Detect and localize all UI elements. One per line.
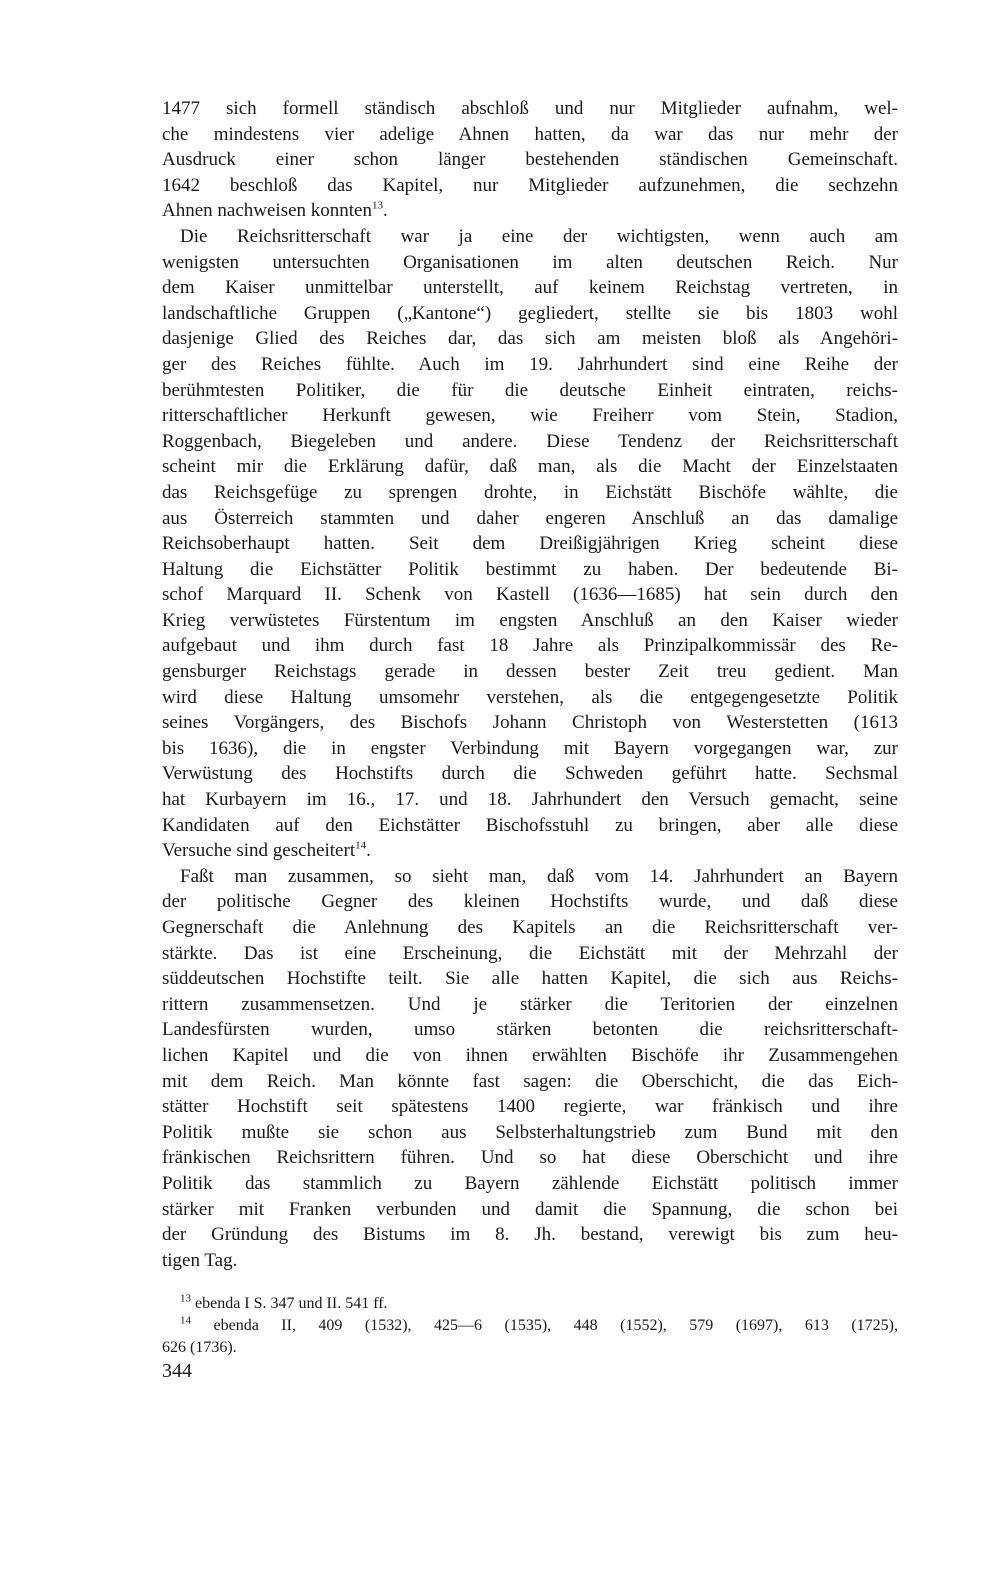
text-line-content: stätter Hochstift seit spätestens 1400 regierte, war fränkisch und ihre (162, 1096, 898, 1118)
text-line (162, 301, 898, 327)
text-line-content: 1477 sich formell ständisch abschloß und nur Mitglieder aufnahm, wel- (162, 98, 898, 119)
text-line-content: das Reichsgefüge zu sprengen drohte, in Eichstätt Bischöfe wählte, die (162, 481, 898, 503)
text-line-content: ritterschaftlicher Herkunft gewesen, wie Freiherr vom Stein, Stadion, (162, 405, 898, 427)
text-line (162, 941, 898, 967)
text-line (162, 352, 898, 378)
footnote-number: 14 (180, 1314, 191, 1327)
text-line-content: schof Marquard II. Schenk von Kastell (1636—1685) hat sein durch den (162, 584, 898, 606)
text-line (162, 224, 898, 250)
text-line-content: der politische Gegner des kleinen Hochstifts wurde, und daß diese (162, 891, 898, 913)
text-line-content: dem Kaiser unmittelbar unterstellt, auf keinem Reichstag vertreten, in (162, 277, 898, 299)
text-line (162, 761, 898, 787)
text-line-content: berühmtesten Politiker, die für die deutsche Einheit eintraten, reichs- (162, 379, 898, 401)
text-line-content: Krieg verwüstetes Fürstentum im engsten Anschluß an den Kaiser wieder (162, 609, 898, 631)
text-line-content: tigen Tag. (162, 1249, 238, 1271)
text-line-content: bis 1636), die in engster Verbindung mit Bayern vorgegangen war, zur (162, 737, 898, 759)
text-line (162, 198, 898, 224)
text-line-content: mit dem Reich. Man könnte fast sagen: die Oberschicht, die das Eich- (162, 1070, 898, 1092)
text-line (162, 275, 898, 301)
footnote-ref: 14 (355, 839, 367, 852)
text-line (162, 1094, 898, 1120)
text-line (162, 813, 898, 839)
text-line-content: lichen Kapitel und die von ihnen erwählten Bischöfe ihr Zusammengehen (162, 1044, 898, 1066)
text-line-content: aus Österreich stammten und daher engeren Anschluß an das damalige (162, 507, 898, 529)
text-line (162, 864, 898, 890)
text-line-content: ger des Reiches fühlte. Auch im 19. Jahrhundert sind eine Reihe der (162, 353, 898, 375)
text-line (162, 506, 898, 532)
text-line-content: Roggenbach, Biegeleben und andere. Diese Tendenz der Reichsritterschaft (162, 430, 898, 452)
text-line-content: Haltung die Eichstätter Politik bestimmt zu haben. Der bedeutende Bi- (162, 558, 898, 580)
text-line (162, 378, 898, 404)
text-line-content: che mindestens vier adelige Ahnen hatten, da war das nur mehr der (162, 123, 898, 145)
text-line (162, 96, 898, 122)
text-line-content: gensburger Reichstags gerade in dessen bester Zeit treu gedient. Man (162, 661, 898, 683)
text-line-content: der Gründung des Bistums im 8. Jh. bestand, verewigt bis zum heu- (162, 1224, 898, 1246)
text-line (162, 122, 898, 148)
text-line (162, 966, 898, 992)
text-line (162, 608, 898, 634)
text-line (162, 1043, 898, 1069)
text-line-tail: . (383, 200, 388, 222)
footnote-number: 13 (180, 1292, 191, 1305)
footnote (162, 1293, 898, 1315)
text-line (162, 557, 898, 583)
text-line-content: dasjenige Glied des Reiches dar, das sich am meisten bloß als Angehöri- (162, 328, 898, 350)
text-line-content: Politik das stammlich zu Bayern zählende Eichstätt politisch immer (162, 1172, 898, 1194)
footnotes (162, 1293, 898, 1359)
text-line (162, 582, 898, 608)
text-line-tail: . (366, 840, 371, 862)
text-line (162, 173, 898, 199)
text-line (162, 659, 898, 685)
page-body (162, 96, 898, 1359)
text-line-content: Ausdruck einer schon länger bestehenden ständischen Gemeinschaft. (162, 149, 898, 171)
text-line (162, 147, 898, 173)
text-line (162, 992, 898, 1018)
text-line-content: hat Kurbayern im 16., 17. und 18. Jahrhundert den Versuch gemacht, seine (162, 789, 898, 811)
text-line (162, 250, 898, 276)
text-line (162, 480, 898, 506)
text-line (162, 633, 898, 659)
text-line (162, 889, 898, 915)
text-line-content: seines Vorgängers, des Bischofs Johann Christoph von Westerstetten (1613 (162, 712, 898, 734)
text-line-content: Versuche sind gescheitert (162, 840, 356, 862)
text-line (162, 1145, 898, 1171)
text-line (162, 531, 898, 557)
text-line (162, 1171, 898, 1197)
text-line (162, 1248, 898, 1274)
text-line-content: Faßt man zusammen, so sieht man, daß vom 14. Jahrhundert an Bayern (180, 865, 898, 887)
text-line-content: stärkte. Das ist eine Erscheinung, die Eichstätt mit der Mehrzahl der (162, 942, 898, 964)
text-line (162, 685, 898, 711)
footnote (162, 1337, 898, 1359)
footnote-ref: 13 (372, 200, 383, 213)
text-line (162, 454, 898, 480)
text-line-content: Politik mußte sie schon aus Selbsterhaltungstrieb zum Bund mit den (162, 1121, 898, 1143)
text-line-content: Ahnen nachweisen konnten (162, 200, 372, 222)
text-line-content: landschaftliche Gruppen („Kantone“) gegliedert, stellte sie bis 1803 wohl (162, 302, 898, 324)
text-line (162, 736, 898, 762)
text-line-content: scheint mir die Erklärung dafür, daß man, als die Macht der Einzelstaaten (162, 456, 898, 478)
text-line (162, 1017, 898, 1043)
text-line (162, 326, 898, 352)
text-line-content: Landesfürsten wurden, umso stärken betonten die reichsritterschaft- (162, 1019, 898, 1041)
text-line-content: fränkischen Reichsrittern führen. Und so hat diese Oberschicht und ihre (162, 1147, 898, 1169)
text-line-content: aufgebaut und ihm durch fast 18 Jahre als Prinzipalkommissär des Re- (162, 635, 898, 657)
footnote-text: ebenda I S. 347 und II. 541 ff. (195, 1295, 388, 1313)
text-line-content: wird diese Haltung umsomehr verstehen, als die entgegengesetzte Politik (162, 686, 898, 708)
text-line-content: Gegnerschaft die Anlehnung des Kapitels an die Reichsritterschaft ver- (162, 917, 898, 938)
text-line-content: Kandidaten auf den Eichstätter Bischofsstuhl zu bringen, aber alle diese (162, 814, 898, 836)
footnote-text: 626 (1736). (162, 1339, 237, 1357)
text-line (162, 1069, 898, 1095)
text-line (162, 787, 898, 813)
text-line-content: Die Reichsritterschaft war ja eine der wichtigsten, wenn auch am (180, 225, 898, 247)
text-line-content: 1642 beschloß das Kapitel, nur Mitglieder aufzunehmen, die sechzehn (162, 174, 898, 196)
page-number: 344 (162, 1360, 192, 1382)
text-line (162, 710, 898, 736)
body-text (162, 96, 898, 1273)
text-line (162, 1222, 898, 1248)
text-line-content: wenigsten untersuchten Organisationen im alten deutschen Reich. Nur (162, 251, 898, 273)
text-line-content: Verwüstung des Hochstifts durch die Schweden geführt hatte. Sechsmal (162, 763, 898, 785)
text-line (162, 429, 898, 455)
text-line-content: rittern zusammensetzen. Und je stärker die Teritorien der einzelnen (162, 993, 898, 1015)
text-line-content: stärker mit Franken verbunden und damit die Spannung, die schon bei (162, 1198, 898, 1220)
text-line-content: süddeutschen Hochstifte teilt. Sie alle hatten Kapitel, die sich aus Reichs- (162, 968, 898, 990)
footnote-text: ebenda II, 409 (1532), 425—6 (1535), 448 (1552), 579 (1697), 613 (1725), (213, 1317, 898, 1335)
text-line (162, 1120, 898, 1146)
text-line (162, 403, 898, 429)
text-line (162, 838, 898, 864)
text-line (162, 915, 898, 941)
text-line-content: Reichsoberhaupt hatten. Seit dem Dreißigjährigen Krieg scheint diese (162, 533, 898, 555)
text-line (162, 1197, 898, 1223)
footnote (162, 1315, 898, 1337)
